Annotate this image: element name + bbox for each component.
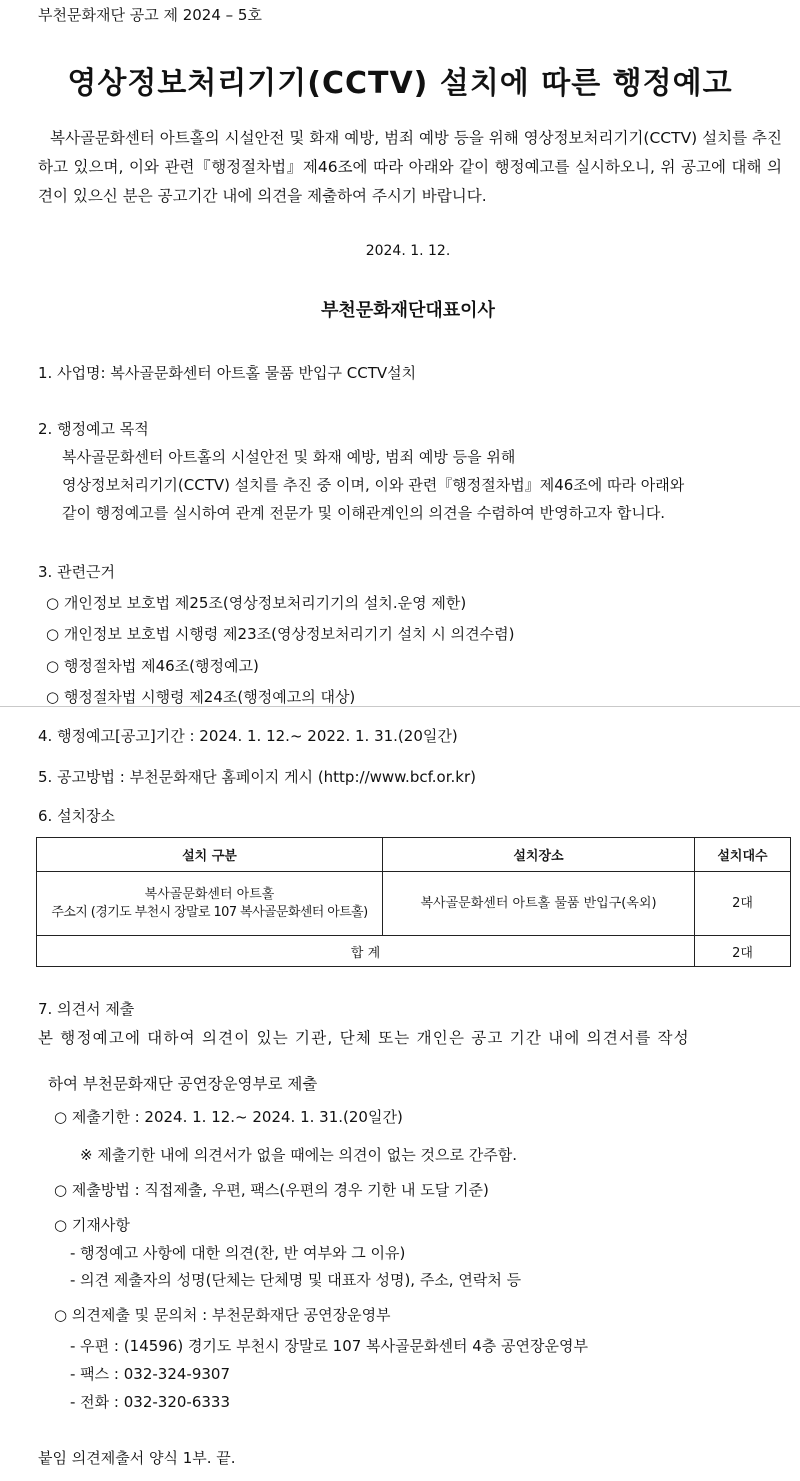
legal-basis-item: ○ 개인정보 보호법 제25조(영상정보처리기기의 설치.운영 제한) bbox=[46, 594, 467, 612]
section-2-line: 영상정보처리기기(CCTV) 설치를 추진 중 이며, 이와 관련『행정절차법』제46조에 따라 아래와 bbox=[62, 476, 685, 494]
contact-fax: - 팩스 : 032-324-9307 bbox=[70, 1365, 231, 1383]
legal-basis-item: ○ 개인정보 보호법 시행령 제23조(영상정보처리기기 설치 시 의견수렴) bbox=[46, 625, 515, 643]
page-divider bbox=[0, 706, 800, 707]
section-2-line: 같이 행정예고를 실시하여 관계 전문가 및 이해관계인의 의견을 수렴하여 반영하고자 합니다. bbox=[62, 504, 666, 522]
entry-items-heading: ○ 기재사항 bbox=[54, 1216, 130, 1234]
table-cell-location: 복사골문화센터 아트홀 물품 반입구(옥외) bbox=[383, 872, 695, 936]
section-2-line: 복사골문화센터 아트홀의 시설안전 및 화재 예방, 범죄 예방 등을 위해 bbox=[62, 448, 516, 466]
organization-name: 부천문화재단대표이사 bbox=[321, 300, 495, 321]
submission-method: ○ 제출방법 : 직접제출, 우편, 팩스(우편의 경우 기한 내 도달 기준) bbox=[54, 1181, 489, 1199]
submission-deadline: ○ 제출기한 : 2024. 1. 12.~ 2024. 1. 31.(20일간) bbox=[54, 1108, 403, 1126]
category-line: 복사골문화센터 아트홀 bbox=[144, 886, 275, 902]
section-5-method: 5. 공고방법 : 부천문화재단 홈페이지 게시 (http://www.bcf.or.kr) bbox=[38, 768, 476, 786]
table-header-count: 설치대수 bbox=[695, 838, 791, 872]
table-header-category: 설치 구분 bbox=[37, 838, 383, 872]
table-row bbox=[37, 872, 791, 936]
attachment-note: 붙임 의견제출서 양식 1부. 끝. bbox=[38, 1449, 236, 1467]
contact-heading: ○ 의견제출 및 문의처 : 부천문화재단 공연장운영부 bbox=[54, 1306, 391, 1324]
section-6-heading: 6. 설치장소 bbox=[38, 807, 116, 825]
entry-item: - 행정예고 사항에 대한 의견(찬, 반 여부와 그 이유) bbox=[70, 1244, 406, 1262]
table-total-count: 2대 bbox=[695, 936, 791, 967]
contact-phone: - 전화 : 032-320-6333 bbox=[70, 1393, 231, 1411]
installation-table bbox=[36, 837, 791, 967]
table-cell-count: 2대 bbox=[695, 872, 791, 936]
table-header-location: 설치장소 bbox=[383, 838, 695, 872]
section-3-heading: 3. 관련근거 bbox=[38, 563, 116, 581]
opinion-description-cont: 하여 부천문화재단 공연장운영부로 제출 bbox=[48, 1075, 318, 1093]
section-1-project-name: 1. 사업명: 복사골문화센터 아트홀 물품 반입구 CCTV설치 bbox=[38, 364, 417, 382]
intro-paragraph: 복사골문화센터 아트홀의 시설안전 및 화재 예방, 범죄 예방 등을 위해 영상정보처리기기(CCTV) 설치를 추진하고 있으며, 이와 관련『행정절차법』제46조에 따라 아래와 같이 행정예고를 실시하오니, 위 공고에 대해 의견이 있으신 분은 공고기간 내에 의견을 제출하여 주시기 바랍니다. bbox=[38, 129, 782, 205]
page-title: 영상정보처리기기(CCTV) 설치에 따른 행정예고 bbox=[67, 66, 733, 101]
notice-number: 부천문화재단 공고 제 2024 – 5호 bbox=[38, 6, 262, 24]
legal-basis-item: ○ 행정절차법 시행령 제24조(행정예고의 대상) bbox=[46, 688, 356, 706]
section-4-period: 4. 행정예고[공고]기간 : 2024. 1. 12.~ 2022. 1. 31.(20일간) bbox=[38, 727, 458, 745]
table-cell-category bbox=[37, 872, 383, 936]
legal-basis-item: ○ 행정절차법 제46조(행정예고) bbox=[46, 657, 259, 675]
table-total-row bbox=[37, 936, 791, 967]
table-total-label: 합 계 bbox=[37, 936, 695, 967]
category-address: 주소지 (경기도 부천시 장말로 107 복사골문화센터 아트홀) bbox=[51, 904, 368, 920]
opinion-description: 본 행정예고에 대하여 의견이 있는 기관, 단체 또는 개인은 공고 기간 내에 의견서를 작성 bbox=[38, 1029, 690, 1047]
notice-date: 2024. 1. 12. bbox=[365, 243, 451, 259]
section-7-heading: 7. 의견서 제출 bbox=[38, 1000, 135, 1018]
entry-item: - 의견 제출자의 성명(단체는 단체명 및 대표자 성명), 주소, 연락처 등 bbox=[70, 1271, 522, 1289]
table-header-row bbox=[37, 838, 791, 872]
deadline-note: ※ 제출기한 내에 의견서가 없을 때에는 의견이 없는 것으로 간주함. bbox=[80, 1146, 517, 1164]
section-2-heading: 2. 행정예고 목적 bbox=[38, 420, 149, 438]
contact-mail: - 우편 : (14596) 경기도 부천시 장말로 107 복사골문화센터 4층 공연장운영부 bbox=[70, 1337, 588, 1355]
